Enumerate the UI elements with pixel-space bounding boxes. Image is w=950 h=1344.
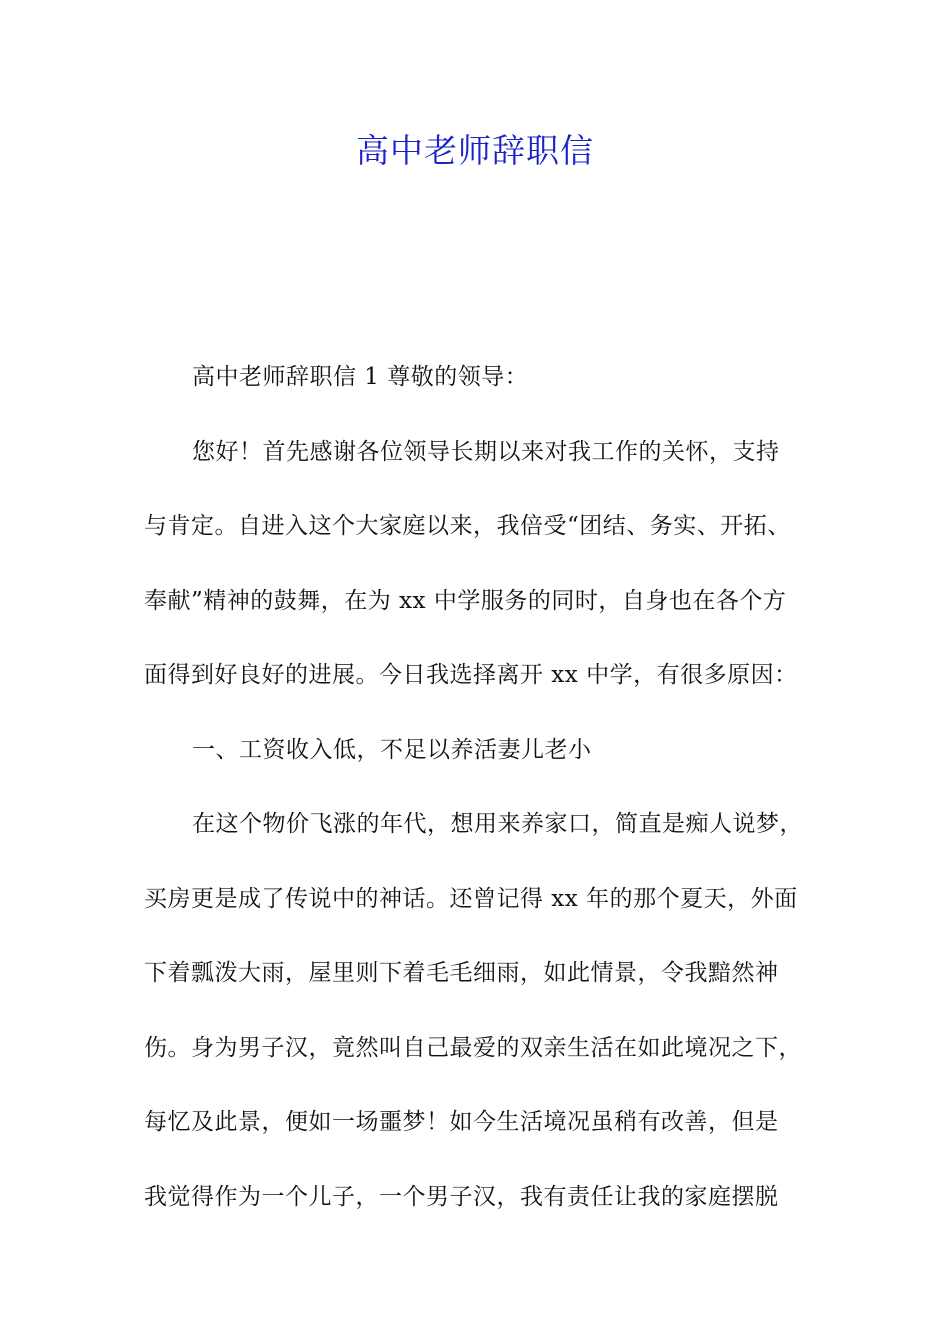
text-line: 在这个物价飞涨的年代，想用来养家口，简直是痴人说梦，: [192, 811, 803, 837]
document-body: [144, 340, 824, 1234]
reason-paragraph: [144, 787, 824, 1234]
text-line: 我觉得作为一个儿子，一个男子汉，我有责任让我的家庭摆脱: [144, 1183, 779, 1210]
text-line: 您好！首先感谢各位领导长期以来对我工作的关怀，支持: [192, 438, 780, 465]
text-line: 面得到好良好的进展。今日我选择离开 xx 中学，有很多原因：: [144, 662, 798, 688]
text-line: 奉献”精神的鼓舞，在为 xx 中学服务的同时，自身也在各个方: [144, 587, 787, 614]
text-line: 一、工资收入低，不足以养活妻儿老小: [192, 736, 592, 763]
text-line: 下着瓢泼大雨，屋里则下着毛毛细雨，如此情景，令我黯然神: [144, 960, 779, 986]
text-line: 买房更是成了传说中的神话。还曾记得 xx 年的那个夏天，外面: [144, 885, 798, 912]
text-line: 每忆及此景，便如一场噩梦！如今生活境况虽稍有改善，但是: [144, 1109, 779, 1135]
text-line: 与肯定。自进入这个大家庭以来，我倍受“团结、务实、开拓、: [144, 513, 791, 539]
document-title: 高中老师辞职信: [356, 131, 594, 170]
section-heading-paragraph: [144, 713, 824, 788]
text-line: 高中老师辞职信 1 尊敬的领导：: [192, 364, 529, 390]
greeting-paragraph: [144, 415, 824, 713]
salutation-paragraph: [144, 340, 824, 415]
text-line: 伤。身为男子汉，竟然叫自己最爱的双亲生活在如此境况之下，: [144, 1034, 802, 1061]
